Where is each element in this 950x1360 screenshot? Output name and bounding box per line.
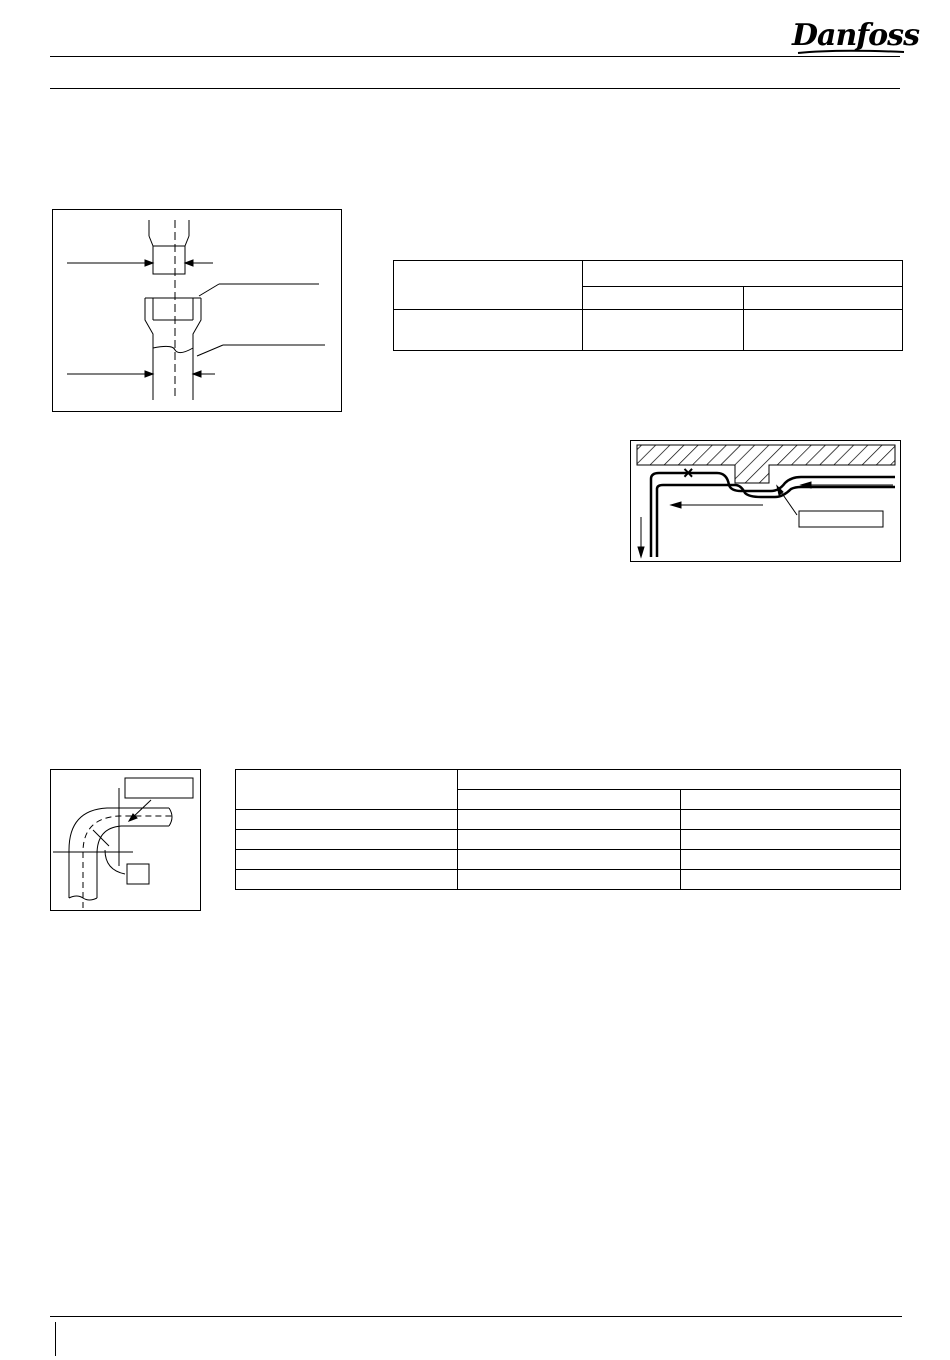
lower-table-cell [236,850,458,870]
lower-table-cell [458,870,681,890]
header-rule-bottom [50,88,900,89]
upper-table-subheader [744,287,903,310]
header-rule-top [50,56,900,57]
lower-table-cell [681,810,901,830]
upper-table-cell [394,310,583,351]
flow-diagram-icon [631,441,900,561]
lower-table-cell [458,830,681,850]
upper-table [393,260,903,351]
bend-diagram-icon [51,770,200,910]
lower-table-header-left [236,770,458,810]
lower-table-cell [681,850,901,870]
upper-table-cell [583,310,744,351]
bend-figure [50,769,201,911]
upper-table-subheader [583,287,744,310]
flow-figure [630,440,901,562]
upper-table-header-right [583,261,903,287]
upper-table-cell [744,310,903,351]
lower-table-cell [236,810,458,830]
upper-table-header-left [394,261,583,310]
lower-table-cell [236,870,458,890]
lower-table [235,769,901,890]
lower-table-header-right [458,770,901,790]
logo-underline [796,48,906,56]
footer-tick [55,1322,56,1356]
flow-marker: × [683,463,694,483]
lower-table-cell [458,810,681,830]
lower-table-cell [458,850,681,870]
footer-rule [50,1316,902,1317]
danfoss-logo: Danfoss [792,18,919,53]
pipe-fitting-figure [52,209,342,412]
lower-table-subheader [458,790,681,810]
lower-table-cell [681,830,901,850]
lower-table-cell [236,830,458,850]
lower-table-cell [681,870,901,890]
pipe-fitting-diagram-icon [53,210,341,411]
lower-table-subheader [681,790,901,810]
